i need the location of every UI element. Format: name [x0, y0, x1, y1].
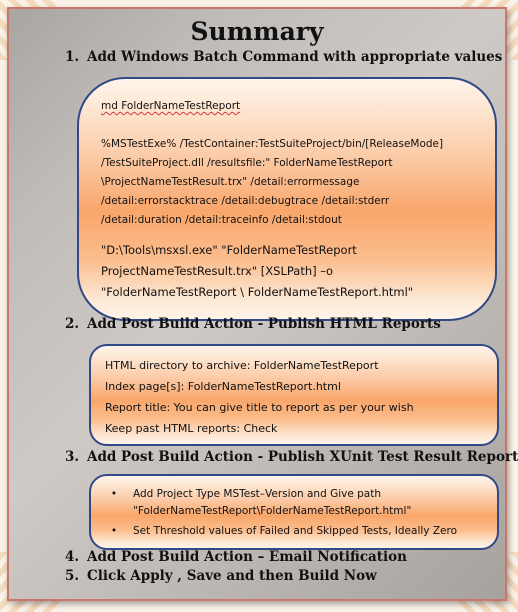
batch-line: "FolderNameTestReport \ FolderNameTestReport.html": [101, 285, 414, 299]
step-2: 2. Add Post Build Action - Publish HTML Reports: [65, 316, 441, 332]
html-reports-box: [89, 344, 499, 446]
batch-line: "D:\Tools\msxsl.exe" "FolderNameTestReport: [101, 243, 357, 257]
xunit-report-box: [89, 474, 499, 550]
html-report-line: Keep past HTML reports: Check: [105, 422, 278, 435]
html-report-line: HTML directory to archive: FolderNameTestReport: [105, 359, 379, 372]
batch-line: %MSTestExe% /TestContainer:TestSuiteProject/bin/[ReleaseMode]: [101, 138, 444, 150]
step-4: 4. Add Post Build Action – Email Notification: [65, 549, 407, 565]
bullet-icon: •: [110, 525, 118, 537]
list-item: • Set Threshold values of Failed and Skipped Tests, Ideally Zero: [109, 523, 497, 540]
html-report-line: Index page[s]: FolderNameTestReport.html: [105, 380, 341, 393]
batch-command-box: [77, 77, 497, 321]
batch-line: /detail:duration /detail:traceinfo /detail:stdout: [101, 214, 342, 226]
batch-line: /TestSuiteProject.dll /resultsfile:" FolderNameTestReport: [101, 157, 393, 169]
batch-line: ProjectNameTestResult.trx" [XSLPath] –o: [101, 264, 334, 278]
step-1: 1. Add Windows Batch Command with appropriate values: [65, 49, 503, 65]
page-title: Summary: [190, 17, 324, 46]
batch-line: /detail:errorstacktrace /detail:debugtrace /detail:stderr: [101, 195, 390, 207]
summary-card: [7, 7, 518, 601]
html-report-line: Report title: You can give title to report as per your wish: [105, 401, 414, 414]
list-item: • Add Project Type MSTest–Version and Give path "FolderNameTestReport\FolderNameTestReport.html": [109, 486, 497, 520]
batch-line: md FolderNameTestReport: [101, 100, 241, 112]
batch-line: \ProjectNameTestResult.trx" /detail:errormessage: [101, 176, 360, 188]
step-5: 5. Click Apply , Save and then Build Now: [65, 568, 377, 584]
step-3: 3. Add Post Build Action - Publish XUnit Test Result Report: [65, 449, 518, 465]
bullet-icon: •: [110, 488, 118, 500]
